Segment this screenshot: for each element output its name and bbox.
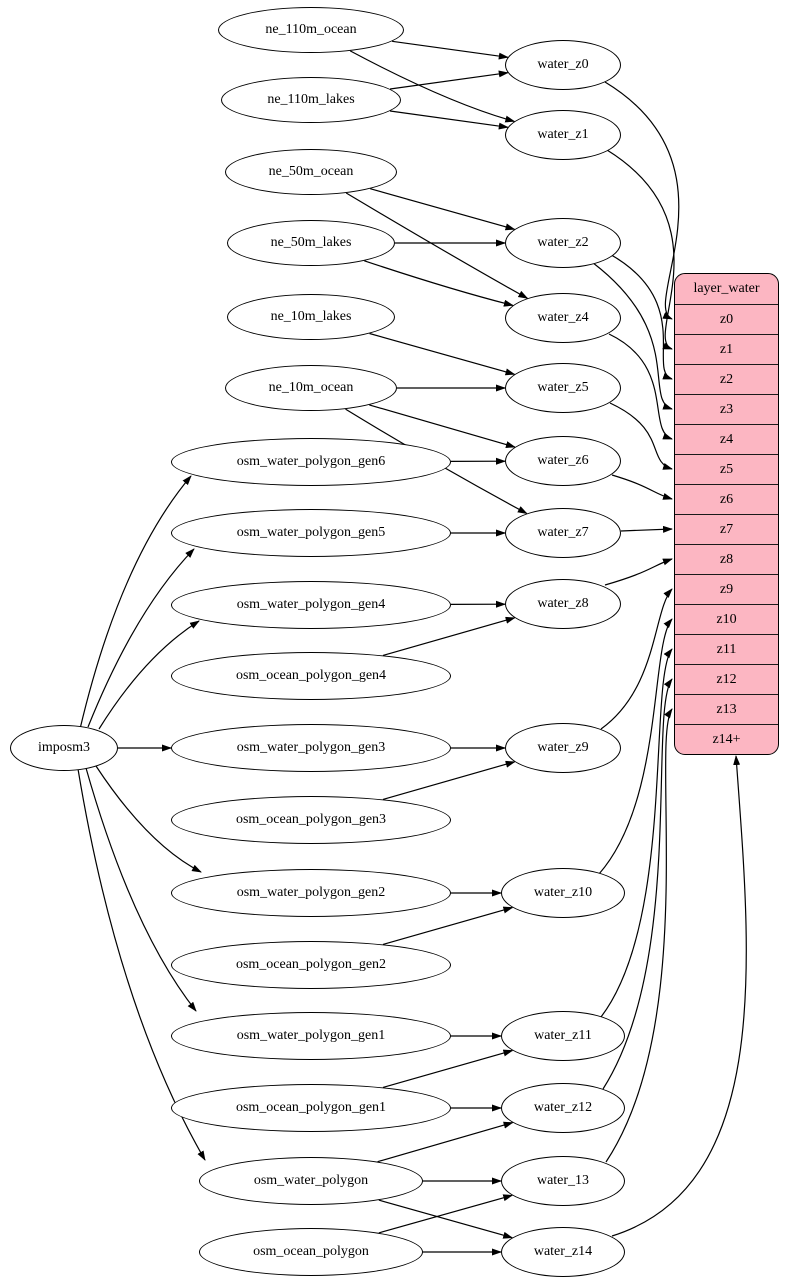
node-osm-water-polygon-gen5: osm_water_polygon_gen5 bbox=[171, 509, 451, 557]
node-ne-10m-ocean: ne_10m_ocean bbox=[225, 365, 397, 411]
node-water-z2: water_z2 bbox=[505, 218, 621, 268]
node-imposm3: imposm3 bbox=[10, 725, 118, 771]
node-water-z14: water_z14 bbox=[501, 1227, 625, 1277]
node-water-z9: water_z9 bbox=[505, 723, 621, 773]
node-water-z5: water_z5 bbox=[505, 363, 621, 413]
node-water-z11: water_z11 bbox=[501, 1011, 625, 1061]
node-ne-110m-lakes: ne_110m_lakes bbox=[221, 77, 401, 123]
record-layer-water bbox=[674, 273, 779, 755]
edge-osm-water-polygon-to-water-z12 bbox=[378, 1123, 513, 1162]
edge-water-z11-to-z11 bbox=[601, 649, 672, 1017]
record-row-z9: z9 bbox=[675, 574, 778, 604]
edge-ne-50m-lakes-to-water-z4 bbox=[364, 261, 513, 306]
record-row-z8: z8 bbox=[675, 544, 778, 574]
node-osm-water-polygon-gen2: osm_water_polygon_gen2 bbox=[171, 869, 451, 917]
record-row-z11: z11 bbox=[675, 634, 778, 664]
node-osm-ocean-polygon-gen2: osm_ocean_polygon_gen2 bbox=[171, 941, 451, 989]
record-row-z12: z12 bbox=[675, 664, 778, 694]
node-osm-ocean-polygon-gen3: osm_ocean_polygon_gen3 bbox=[171, 796, 451, 844]
edge-ne-10m-ocean-to-water-z6 bbox=[369, 405, 515, 447]
record-row-z2: z2 bbox=[675, 364, 778, 394]
edge-ne-10m-lakes-to-water-z5 bbox=[370, 334, 515, 375]
record-row-z3: z3 bbox=[675, 394, 778, 424]
edge-water-z7-to-z7 bbox=[621, 529, 672, 531]
edge-osm-ocean-polygon-gen2-to-water-z10 bbox=[383, 908, 512, 945]
node-water-z12: water_z12 bbox=[501, 1083, 625, 1133]
record-row-z4: z4 bbox=[675, 424, 778, 454]
edge-osm-water-polygon-to-water-z14 bbox=[379, 1200, 512, 1238]
edge-water-z14-to-z14- bbox=[612, 756, 746, 1236]
node-ne-110m-ocean: ne_110m_ocean bbox=[218, 7, 404, 53]
edge-osm-ocean-polygon-gen4-to-water-z8 bbox=[383, 618, 515, 656]
record-row-z13: z13 bbox=[675, 694, 778, 724]
edge-osm-ocean-polygon-to-water-z13 bbox=[379, 1195, 512, 1233]
node-osm-ocean-polygon: osm_ocean_polygon bbox=[199, 1228, 423, 1276]
node-osm-water-polygon-gen3: osm_water_polygon_gen3 bbox=[171, 724, 451, 772]
record-row-z10: z10 bbox=[675, 604, 778, 634]
edge-ne-110m-ocean-to-water-z0 bbox=[392, 41, 508, 57]
edge-imposm3-to-osm-water-polygon-gen5 bbox=[88, 549, 194, 727]
node-osm-water-polygon-gen6: osm_water_polygon_gen6 bbox=[171, 438, 451, 486]
record-row-z7: z7 bbox=[675, 514, 778, 544]
node-ne-50m-ocean: ne_50m_ocean bbox=[225, 149, 397, 195]
edge-ne-110m-lakes-to-water-z0 bbox=[390, 73, 508, 89]
node-osm-water-polygon-gen4: osm_water_polygon_gen4 bbox=[171, 581, 451, 629]
node-water-z13: water_13 bbox=[501, 1156, 625, 1206]
record-title: layer_water bbox=[693, 281, 760, 296]
node-water-z7: water_z7 bbox=[505, 508, 621, 558]
node-osm-ocean-polygon-gen4: osm_ocean_polygon_gen4 bbox=[171, 652, 451, 700]
record-row-z6: z6 bbox=[675, 484, 778, 514]
node-water-z6: water_z6 bbox=[505, 436, 621, 486]
edge-osm-ocean-polygon-gen3-to-water-z9 bbox=[383, 762, 515, 800]
edge-osm-ocean-polygon-gen1-to-water-z11 bbox=[383, 1051, 512, 1088]
node-osm-ocean-polygon-gen1: osm_ocean_polygon_gen1 bbox=[171, 1084, 451, 1132]
node-osm-water-polygon: osm_water_polygon bbox=[199, 1157, 423, 1205]
node-water-z0: water_z0 bbox=[505, 40, 621, 90]
record-row-z0: z0 bbox=[675, 304, 778, 334]
node-water-z10: water_z10 bbox=[501, 868, 625, 918]
edge-water-z6-to-z6 bbox=[612, 475, 672, 499]
record-row-z5: z5 bbox=[675, 454, 778, 484]
node-osm-water-polygon-gen1: osm_water_polygon_gen1 bbox=[171, 1012, 451, 1060]
node-water-z1: water_z1 bbox=[505, 110, 621, 160]
node-water-z4: water_z4 bbox=[505, 293, 621, 343]
edge-ne-50m-ocean-to-water-z2 bbox=[370, 189, 514, 230]
node-ne-50m-lakes: ne_50m_lakes bbox=[227, 220, 395, 266]
edge-water-z8-to-z8 bbox=[605, 559, 672, 585]
node-water-z8: water_z8 bbox=[505, 579, 621, 629]
node-ne-10m-lakes: ne_10m_lakes bbox=[227, 294, 395, 340]
record-row-z1: z1 bbox=[675, 334, 778, 364]
record-row-z14plus: z14+ bbox=[675, 724, 778, 754]
